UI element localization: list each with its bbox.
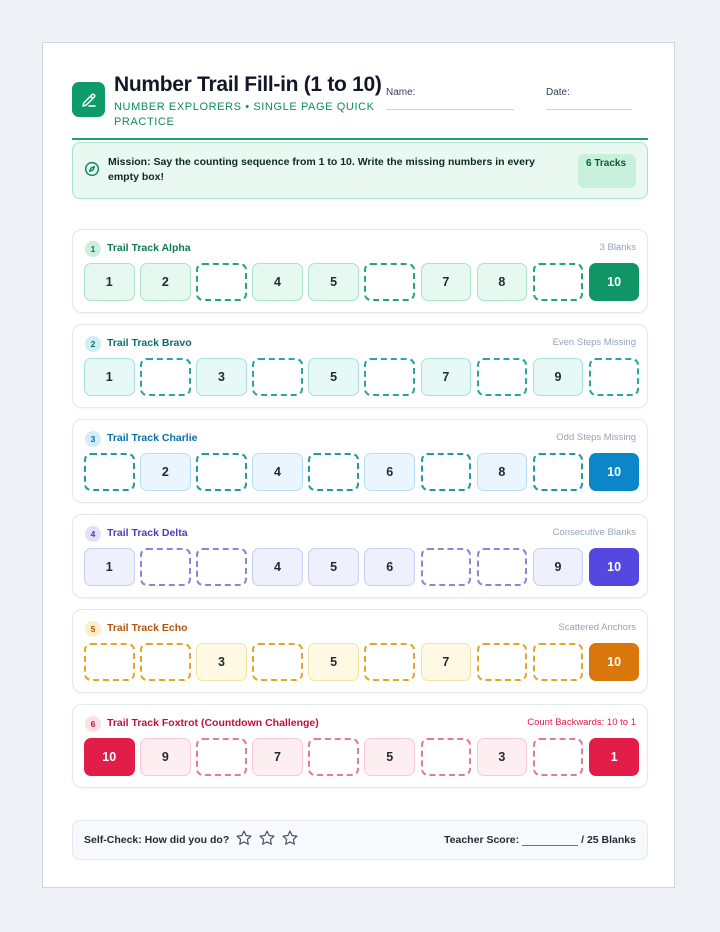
track-card [72,419,648,503]
number-box: 2 [140,453,191,491]
blank-box[interactable] [533,738,584,776]
blank-box[interactable] [140,643,191,681]
track-title: Trail Track Alpha [107,242,191,254]
track-card [72,229,648,313]
blank-box[interactable] [477,548,528,586]
number-box: 3 [477,738,528,776]
self-check-footer [72,820,648,860]
number-row [84,643,639,681]
blank-box[interactable] [364,263,415,301]
anchor-number-box: 10 [589,643,640,681]
blank-box[interactable] [364,358,415,396]
name-label: Name: [386,87,416,98]
blank-box[interactable] [84,643,135,681]
blank-box[interactable] [533,263,584,301]
compass-icon [84,161,100,177]
teacher-score-total: / 25 Blanks [581,834,636,846]
name-field[interactable] [386,109,514,110]
blank-box[interactable] [477,358,528,396]
number-box: 4 [252,453,303,491]
blank-box[interactable] [533,643,584,681]
track-title: Trail Track Foxtrot (Countdown Challenge) [107,717,319,729]
anchor-number-box: 10 [589,453,640,491]
self-check-label: Self-Check: How did you do? [84,834,230,846]
track-card [72,609,648,693]
track-number: 3 [85,431,101,447]
blank-box[interactable] [589,358,640,396]
blank-box[interactable] [364,643,415,681]
track-title: Trail Track Echo [107,622,188,634]
track-note: Scattered Anchors [558,622,636,633]
number-box: 2 [140,263,191,301]
number-box: 5 [364,738,415,776]
number-box: 7 [421,643,472,681]
blank-box[interactable] [84,453,135,491]
number-box: 5 [308,643,359,681]
track-number: 1 [85,241,101,257]
anchor-number-box: 10 [589,548,640,586]
date-field[interactable] [546,109,632,110]
number-box: 9 [533,358,584,396]
blank-box[interactable] [421,738,472,776]
blank-box[interactable] [140,548,191,586]
track-number: 2 [85,336,101,352]
number-box: 3 [196,643,247,681]
track-number: 6 [85,716,101,732]
star-icon[interactable] [281,829,299,847]
blank-box[interactable] [140,358,191,396]
mission-text: Mission: Say the counting sequence from 1 to 10. Write the missing numbers in every empty box! [108,156,535,183]
blank-box[interactable] [196,548,247,586]
number-row [84,453,639,491]
track-note: 3 Blanks [599,242,636,253]
blank-box[interactable] [477,643,528,681]
track-card [72,324,648,408]
teacher-score-label: Teacher Score: [444,834,520,846]
number-box: 1 [84,263,135,301]
number-box: 7 [252,738,303,776]
header-divider [72,138,648,140]
number-box: 4 [252,263,303,301]
star-icon[interactable] [235,829,253,847]
blank-box[interactable] [308,738,359,776]
blank-box[interactable] [196,263,247,301]
track-title: Trail Track Delta [107,527,188,539]
number-box: 4 [252,548,303,586]
track-number: 5 [85,621,101,637]
number-row [84,738,639,776]
number-row [84,358,639,396]
number-box: 3 [196,358,247,396]
anchor-number-box: 1 [589,738,640,776]
blank-box[interactable] [421,548,472,586]
blank-box[interactable] [252,358,303,396]
track-note: Odd Steps Missing [556,432,636,443]
number-row [84,263,639,301]
track-note: Count Backwards: 10 to 1 [527,717,636,728]
track-number: 4 [85,526,101,542]
number-box: 5 [308,358,359,396]
number-box: 9 [140,738,191,776]
blank-box[interactable] [533,453,584,491]
worksheet-page [42,42,675,888]
track-title: Trail Track Charlie [107,432,198,444]
mission-banner [72,142,648,199]
number-box: 5 [308,263,359,301]
track-card [72,514,648,598]
number-box: 9 [533,548,584,586]
blank-box[interactable] [252,643,303,681]
blank-box[interactable] [308,453,359,491]
star-icon[interactable] [258,829,276,847]
blank-box[interactable] [196,453,247,491]
anchor-number-box: 10 [84,738,135,776]
number-box: 1 [84,548,135,586]
date-label: Date: [546,87,570,98]
teacher-score-field[interactable] [522,835,578,846]
blank-box[interactable] [421,453,472,491]
number-box: 5 [308,548,359,586]
track-note: Consecutive Blanks [552,527,636,538]
track-card [72,704,648,788]
track-title: Trail Track Bravo [107,337,192,349]
page-subtitle: NUMBER EXPLORERS • SINGLE PAGE QUICK PRACTICE [114,101,375,128]
number-box: 6 [364,548,415,586]
page-title: Number Trail Fill-in (1 to 10) [114,73,382,96]
number-box: 6 [364,453,415,491]
teacher-score [444,834,636,846]
number-box: 7 [421,358,472,396]
track-note: Even Steps Missing [552,337,636,348]
number-box: 8 [477,453,528,491]
number-box: 1 [84,358,135,396]
blank-box[interactable] [196,738,247,776]
pencil-icon [72,82,105,117]
number-box: 8 [477,263,528,301]
star-rating [235,829,299,847]
number-row [84,548,639,586]
tracks-badge: 6 Tracks [578,154,636,188]
anchor-number-box: 10 [589,263,640,301]
number-box: 7 [421,263,472,301]
